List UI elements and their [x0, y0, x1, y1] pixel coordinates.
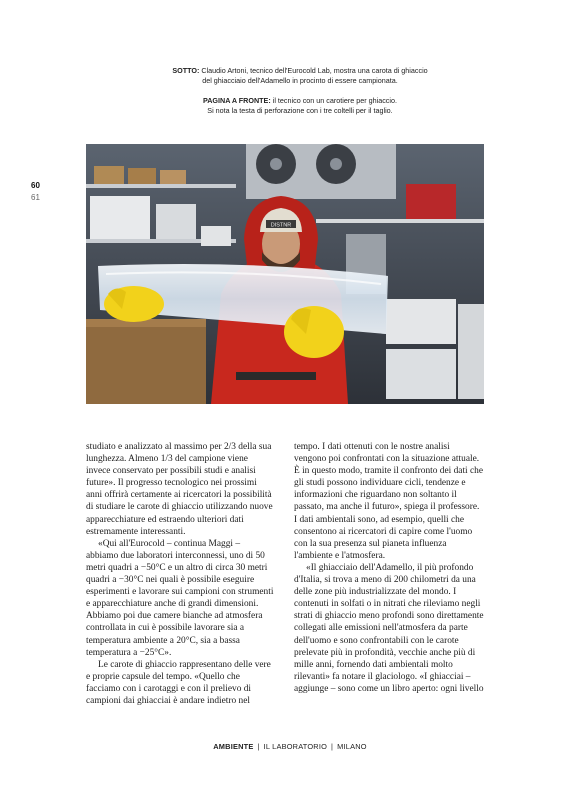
footer-city: MILANO	[337, 742, 367, 751]
footer-separator: |	[257, 742, 260, 751]
caption-below-label: SOTTO:	[172, 66, 200, 75]
footer-subsection: IL LABORATORIO	[263, 742, 328, 751]
caption-below-text-2: del ghiacciaio dell'Adamello in procinto di essere campionata.	[202, 76, 398, 85]
photo-captions	[120, 66, 480, 126]
article-paragraph: «Il ghiacciaio dell'Adamello, il più profondo d'Italia, si trova a meno di 200 chilometri da una delle zone più industrializzate del mondo. I contenuti in solfati o in nitrati che rileviamo negli strati di ghiaccio meno profondi sono direttamente collegati alle emissioni nell'atmosfera da parte dell'uomo e sono confrontabili con le carote prelevate più in profondità, vecchie anche più di mille anni, fornendo dati ambientali molto rilevanti» fa notare il glaciologo. «I ghiacciai – aggiunge – sono come un libro aperto: ogni livello	[294, 562, 484, 694]
page-number-current: 60	[31, 181, 40, 190]
caption-facing	[120, 96, 480, 116]
caption-below	[120, 66, 480, 86]
page-numbers	[31, 180, 40, 204]
caption-facing-text: il tecnico con un carotiere per ghiaccio.	[272, 96, 397, 105]
hood-badge-text: DISTNR	[270, 222, 292, 229]
page-number-facing: 61	[31, 193, 40, 202]
caption-facing-label: PAGINA A FRONTE:	[202, 96, 271, 105]
caption-facing-text-2: Si nota la testa di perforazione con i tre coltelli per il taglio.	[207, 106, 393, 115]
article-paragraph: tempo. I dati ottenuti con le nostre analisi vengono poi confrontati con la situazione attuale. È in questo modo, tramite il confronto dei dati che gli studi possono individuare cicli, tendenze e informazioni che riguardano non soltanto il passato, ma anche il futuro», spiega il professore. I dati ambientali sono, ad esempio, quelli che consentono ai ricercatori di capire come l'uomo con la sua presenza sul pianeta influenza l'ambiente e l'atmosfera.	[294, 442, 484, 561]
lab-photo	[86, 144, 484, 404]
article-column-right	[294, 441, 484, 695]
article-paragraph: studiato e analizzato al massimo per 2/3 della sua lunghezza. Almeno 1/3 del campione viene invece conservato per possibili studi e analisi future». Il progresso tecnologico nei prossimi anni offrirà certamente ai ricercatori la possibilità di studiare le carote di ghiaccio utilizzando nuove apparecchiature ed estraendo ulteriori dati estremamente interessanti.	[86, 442, 273, 537]
article-column-left	[86, 441, 274, 707]
footer-separator: |	[331, 742, 334, 751]
caption-below-text: Claudio Artoni, tecnico dell'Eurocold Lab, mostra una carota di ghiaccio	[201, 66, 428, 75]
lab-photo-illustration	[86, 144, 484, 404]
article-paragraph: Le carote di ghiaccio rappresentano delle vere e proprie capsule del tempo. «Quello che facciamo con i carotaggi e con il prelievo di campioni dai ghiacciai è andare indietro nel	[86, 659, 271, 706]
page-footer	[0, 742, 580, 751]
footer-section: AMBIENTE	[213, 742, 254, 751]
article-paragraph: «Qui all'Eurocold – continua Maggi – abbiamo due laboratori interconnessi, uno di 50 metri quadri a −50°C e un altro di circa 30 metri quadri a −30°C nei quali è possibile eseguire esperimenti e lavorare sui campioni con strumenti e apparecchiature anche di grandi dimensioni. Abbiamo poi due camere bianche ad atmosfera controllata in cui è possibile lavorare sia a temperatura ambiente a 20°C, sia a bassa temperatura a −25°C».	[86, 538, 274, 658]
